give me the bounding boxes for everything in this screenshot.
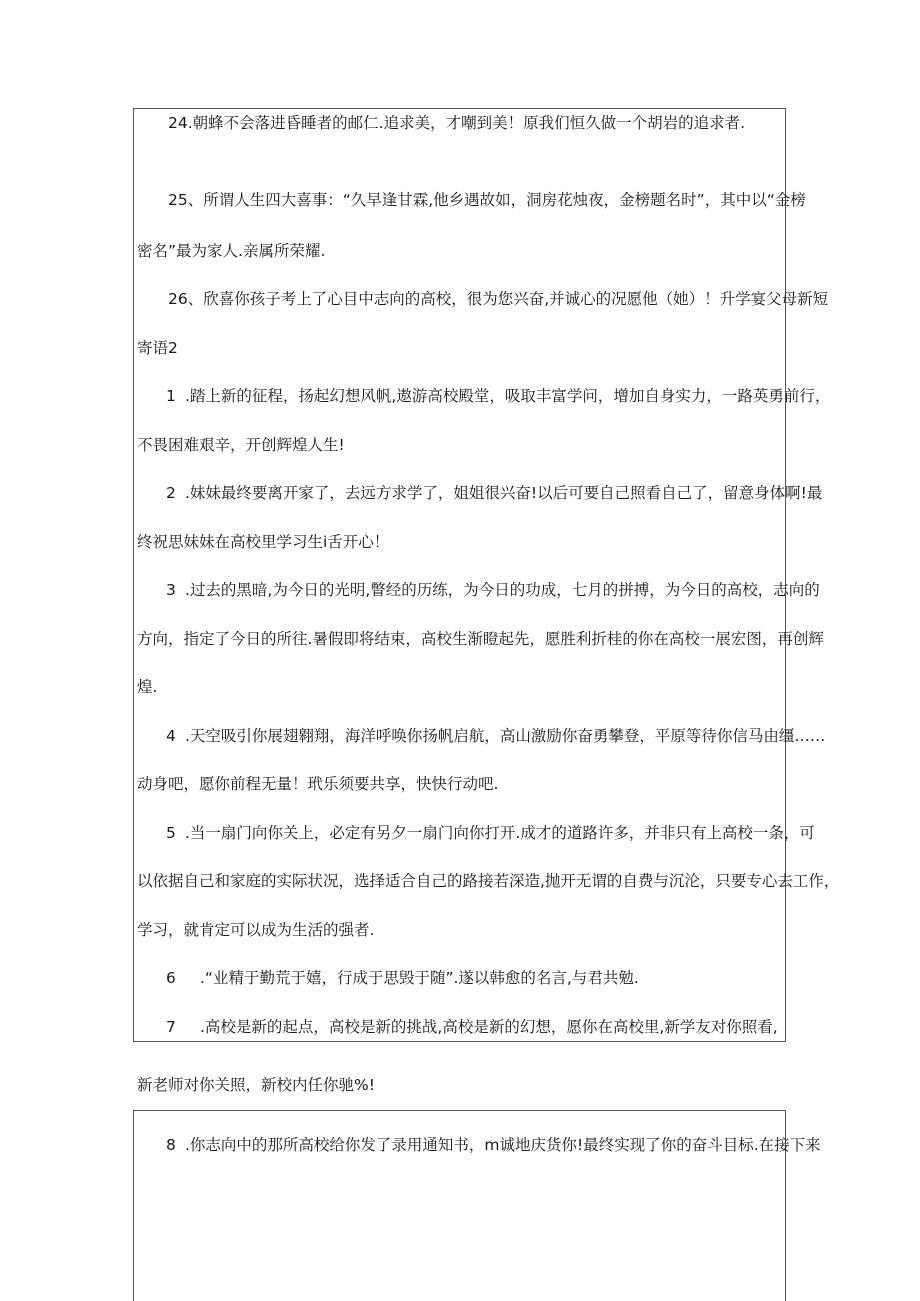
text-line: 密名”最为家人.亲属所荣耀. bbox=[137, 242, 326, 260]
text-line: 新老师对你关照，新校内任你驰%! bbox=[137, 1076, 375, 1094]
text-line: .你志向中的那所高校给你发了录用通知书，m诚地庆货你!最终实现了你的奋斗目标.在接下来 bbox=[185, 1136, 821, 1154]
text-line: .过去的黑暗,为今日的光明,瞥经的历练，为今日的功成，七月的拼搏，为今日的高校，志向的 bbox=[185, 581, 820, 599]
text-line: .高校是新的起点，高校是新的挑战,高校是新的幻想，愿你在高校里,新学友对你照看, bbox=[200, 1018, 778, 1036]
text-line: 方向，指定了今日的所往.暑假即将结束，高校生渐瞪起先，愿胜利折桂的你在高校一展宏图，再创辉 bbox=[137, 630, 824, 648]
text-line: 动身吧，愿你前程无量！玳乐须要共享，快快行动吧. bbox=[137, 775, 499, 793]
text-line: .妹妹最终要离开家了，去远方求学了，姐姐很兴奋!以后可要自己照看自己了，留意身体啊!最 bbox=[185, 484, 823, 502]
item-number: 8 bbox=[166, 1136, 176, 1154]
text-line: 以依据自己和家庭的实际状况，选择适合自己的路接若深造,抛开无谓的自费与沉沦，只要专心去工作， bbox=[137, 872, 840, 890]
text-line: 煌. bbox=[137, 678, 158, 696]
text-line: .“业精于勤荒于嬉，行成于思毁于随”.遂以韩愈的名言,与君共勉. bbox=[200, 969, 639, 987]
text-line: 终祝思妹妹在高校里学习生i舌开心！ bbox=[137, 533, 390, 551]
item-number: 4 bbox=[166, 727, 176, 745]
text-line: .当一扇门向你关上，必定有另夕一扇门向你打开.成才的道路许多，并非只有上高校一条，可 bbox=[185, 824, 815, 842]
text-line: 学习，就肯定可以成为生活的强者. bbox=[137, 921, 375, 939]
item-number: 6 bbox=[166, 969, 176, 987]
text-line: 寄语2 bbox=[137, 339, 178, 357]
text-line: 不畏困难艰辛，开创辉煌人生! bbox=[137, 436, 345, 454]
text-line: .天空吸引你展翅翱翔，海洋呼唤你扬帆启航，高山激励你奋勇攀登，平原等待你信马由缰…… bbox=[185, 727, 826, 745]
text-line: 25、所谓人生四大喜事：“久早逢甘霖,他乡遇故如，洞房花烛夜，金榜题名时”，其中以“金榜 bbox=[168, 191, 806, 209]
item-number: 5 bbox=[166, 824, 176, 842]
item-number: 3 bbox=[166, 581, 176, 599]
item-number: 7 bbox=[166, 1018, 176, 1036]
text-line: 26、欣喜你孩子考上了心目中志向的高校，很为您兴奋,并诚心的况愿他（她）！升学宴父母新短 bbox=[168, 290, 829, 308]
item-number: 2 bbox=[166, 484, 176, 502]
text-line: 24.朝蜂不会落进昏睡者的邮仁.追求美，才嘲到美！原我们恒久做一个胡岩的追求者. bbox=[168, 114, 746, 132]
text-line: .踏上新的征程，扬起幻想风帆,遨游高校殿堂，吸取丰富学问，增加自身实力，一路英勇前行， bbox=[185, 387, 831, 405]
item-number: 1 bbox=[166, 387, 176, 405]
